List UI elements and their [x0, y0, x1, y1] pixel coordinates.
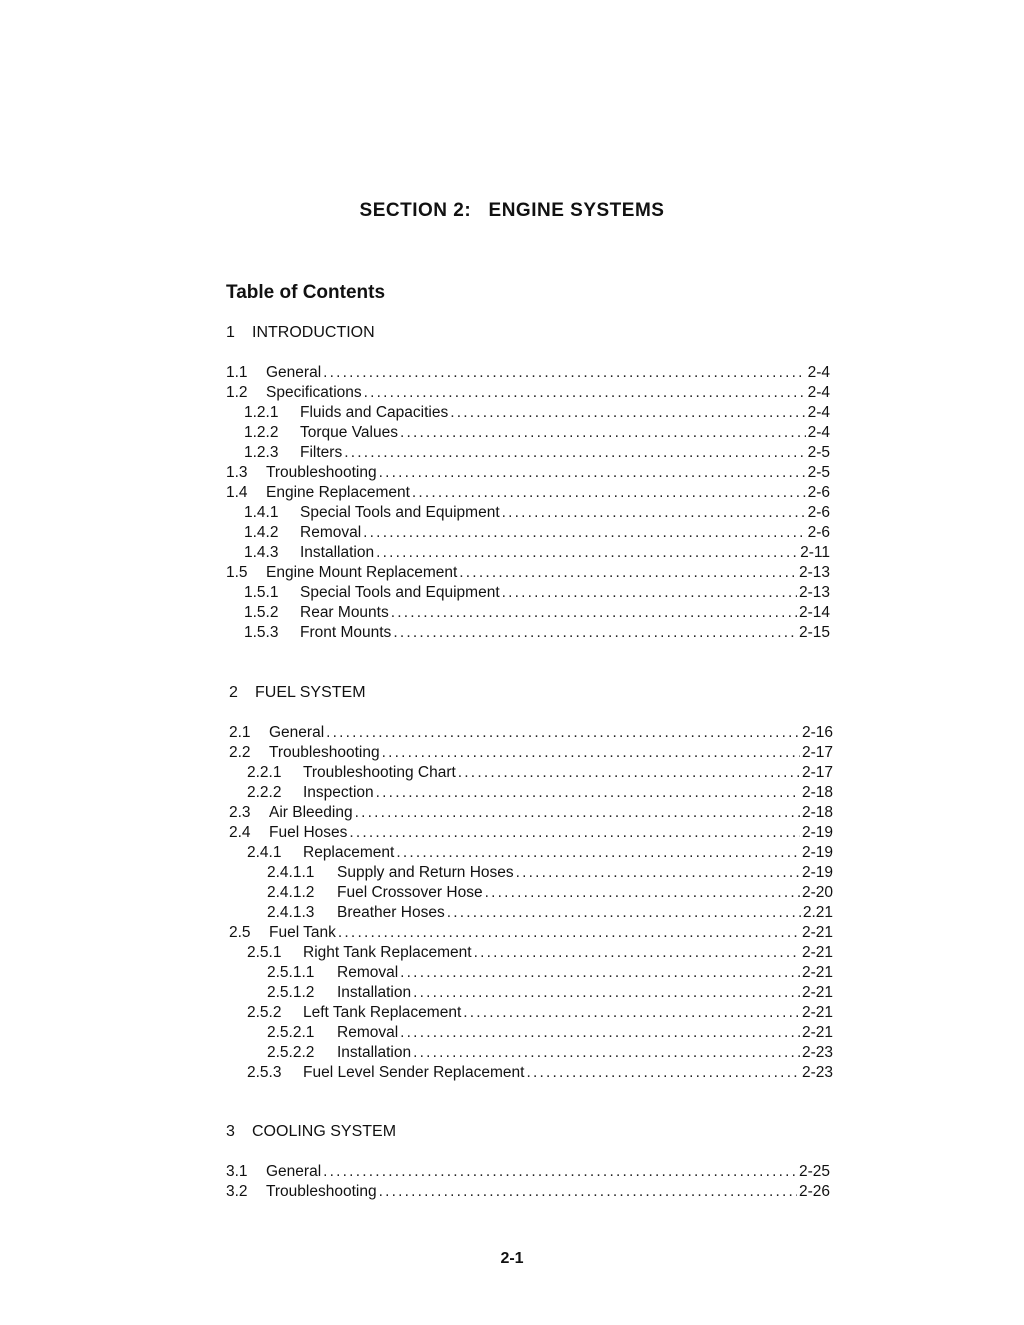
toc-entry — [226, 423, 830, 443]
toc-entry-page: 2-13 — [798, 564, 830, 581]
dot-leader — [502, 583, 797, 603]
toc-entry — [229, 823, 833, 843]
toc-entry — [229, 883, 833, 903]
toc-entry-number: 2.5.2.1 — [267, 1024, 315, 1041]
toc-entry-page: 2-21 — [801, 944, 833, 961]
toc-entry-page: 2-23 — [801, 1044, 833, 1061]
toc-entry — [226, 523, 830, 543]
toc-entry-page: 2-17 — [801, 764, 833, 781]
toc-entry-page: 2-19 — [801, 844, 833, 861]
toc-entry — [229, 1043, 833, 1063]
dot-leader — [382, 743, 800, 763]
toc-entry-number: 2.2.1 — [247, 764, 282, 781]
toc-entry-number: 1.5.1 — [244, 584, 279, 601]
dot-leader — [396, 843, 800, 863]
dot-leader — [526, 1063, 800, 1083]
toc-entry-label: Filters — [300, 444, 343, 461]
toc-entry-page: 2-21 — [801, 1024, 833, 1041]
toc-entry-label: Special Tools and Equipment — [300, 504, 500, 521]
toc-entry — [229, 1003, 833, 1023]
dot-leader — [376, 783, 800, 803]
dot-leader — [379, 463, 806, 483]
toc-entry — [229, 803, 833, 823]
toc-section-fuel-system — [229, 683, 833, 1083]
toc-entry-label: Fuel Hoses — [269, 824, 348, 841]
toc-entry — [229, 743, 833, 763]
dot-leader — [400, 963, 800, 983]
dot-leader — [516, 863, 800, 883]
toc-entry-number: 2.2 — [229, 744, 251, 761]
dot-leader — [363, 523, 805, 543]
toc-heading: Table of Contents — [226, 282, 386, 303]
dot-leader — [413, 1043, 800, 1063]
dot-leader — [323, 1162, 797, 1182]
toc-entry — [226, 443, 830, 463]
toc-entry — [226, 583, 830, 603]
toc-entry-label: Air Bleeding — [269, 804, 353, 821]
toc-entry — [229, 963, 833, 983]
toc-entry-label: Installation — [337, 1044, 412, 1061]
dot-leader — [412, 483, 806, 503]
toc-entry-page: 2-16 — [801, 724, 833, 741]
toc-entry-page: 2-18 — [801, 804, 833, 821]
toc-entry-page: 2-11 — [800, 544, 830, 561]
dot-leader — [349, 823, 800, 843]
dot-leader — [355, 803, 800, 823]
toc-entry — [226, 503, 830, 523]
toc-entry-number: 1.5 — [226, 564, 248, 581]
toc-entry-page: 2-5 — [807, 464, 830, 481]
toc-entry-page: 2-4 — [807, 404, 830, 421]
page-number: 2-1 — [500, 1250, 524, 1267]
toc-entry — [229, 1023, 833, 1043]
section-heading — [226, 323, 830, 343]
toc-entry-label: Engine Replacement — [266, 484, 410, 501]
toc-entry-label: Troubleshooting — [266, 464, 377, 481]
dot-leader — [400, 423, 806, 443]
toc-entry-number: 2.4.1.3 — [267, 904, 315, 921]
toc-entry — [229, 903, 833, 923]
toc-entry-label: Replacement — [303, 844, 395, 861]
toc-entry-number: 1.4.2 — [244, 524, 279, 541]
section-heading-label: FUEL SYSTEM — [255, 684, 366, 701]
toc-entry — [226, 363, 830, 383]
toc-entry-number: 2.4.1.2 — [267, 884, 315, 901]
toc-entry-page: 2-17 — [801, 744, 833, 761]
toc-entry-page: 2-19 — [801, 824, 833, 841]
dot-leader — [364, 383, 806, 403]
toc-entry-number: 1.3 — [226, 464, 248, 481]
toc-entry-number: 1.5.3 — [244, 624, 279, 641]
toc-entry-label: Right Tank Replacement — [303, 944, 472, 961]
toc-entry-page: 2.21 — [802, 904, 833, 921]
toc-entry-page: 2-21 — [801, 1004, 833, 1021]
toc-entry-label: Front Mounts — [300, 624, 392, 641]
toc-entry-number: 2.5 — [229, 924, 251, 941]
toc-entry — [226, 603, 830, 623]
dot-leader — [379, 1182, 797, 1202]
toc-entry-page: 2-21 — [801, 924, 833, 941]
toc-entry-label: Supply and Return Hoses — [337, 864, 514, 881]
dot-leader — [393, 623, 797, 643]
dot-leader — [459, 563, 797, 583]
toc-entry — [226, 463, 830, 483]
toc-entry-label: Breather Hoses — [337, 904, 445, 921]
toc-entry-page: 2-6 — [807, 524, 830, 541]
toc-entry-number: 2.4 — [229, 824, 251, 841]
section-heading-number: 1 — [226, 324, 235, 341]
toc-entry-number: 2.5.1 — [247, 944, 282, 961]
toc-entry-page: 2-21 — [801, 964, 833, 981]
toc-entry-number: 3.2 — [226, 1183, 248, 1200]
section-heading — [226, 1122, 830, 1142]
dot-leader — [413, 983, 800, 1003]
dot-leader — [502, 503, 806, 523]
toc-entry-page: 2-14 — [798, 604, 830, 621]
toc-entry-number: 2.5.3 — [247, 1064, 282, 1081]
dot-leader — [474, 943, 800, 963]
toc-entry-label: Troubleshooting — [266, 1183, 377, 1200]
toc-entry-label: Specifications — [266, 384, 362, 401]
toc-entry-page: 2-26 — [798, 1183, 830, 1200]
toc-entry-page: 2-6 — [807, 484, 830, 501]
toc-entry-number: 3.1 — [226, 1163, 248, 1180]
toc-section-introduction — [226, 323, 830, 643]
toc-entry — [229, 943, 833, 963]
toc-entry-label: Special Tools and Equipment — [300, 584, 500, 601]
toc-entry-number: 1.4.3 — [244, 544, 279, 561]
section-number: SECTION 2: — [359, 200, 472, 221]
toc-entry-number: 2.2.2 — [247, 784, 282, 801]
dot-leader — [485, 883, 800, 903]
toc-entry — [226, 483, 830, 503]
section-heading-number: 3 — [226, 1123, 235, 1140]
toc-entry-label: Rear Mounts — [300, 604, 389, 621]
toc-entry-number: 1.4 — [226, 484, 248, 501]
toc-entry-number: 1.2 — [226, 384, 248, 401]
toc-entry-label: General — [266, 364, 322, 381]
section-heading — [229, 683, 833, 703]
toc-entry-page: 2-5 — [807, 444, 830, 461]
toc-entry — [226, 1162, 830, 1182]
toc-entry — [226, 383, 830, 403]
dot-leader — [376, 543, 798, 563]
dot-leader — [344, 443, 805, 463]
section-heading-label: COOLING SYSTEM — [252, 1123, 397, 1140]
toc-entry — [229, 1063, 833, 1083]
toc-entry-page: 2-4 — [807, 424, 830, 441]
toc-entry-page: 2-23 — [801, 1064, 833, 1081]
toc-entry-label: General — [266, 1163, 322, 1180]
toc-entry-page: 2-19 — [801, 864, 833, 881]
toc-entry-label: Left Tank Replacement — [303, 1004, 462, 1021]
section-heading-label: INTRODUCTION — [252, 324, 375, 341]
toc-entry-label: Fuel Tank — [269, 924, 336, 941]
toc-entry-number: 1.4.1 — [244, 504, 279, 521]
toc-entry — [229, 983, 833, 1003]
toc-entry-number: 2.3 — [229, 804, 251, 821]
toc-entry — [229, 923, 833, 943]
toc-entry-page: 2-20 — [801, 884, 833, 901]
toc-entry-number: 2.4.1.1 — [267, 864, 315, 881]
toc-entry — [229, 723, 833, 743]
toc-entry-label: Troubleshooting Chart — [303, 764, 456, 781]
dot-leader — [326, 723, 800, 743]
toc-entry — [226, 543, 830, 563]
toc-entry-number: 2.5.1.2 — [267, 984, 315, 1001]
toc-entry-page: 2-13 — [798, 584, 830, 601]
dot-leader — [450, 403, 805, 423]
dot-leader — [463, 1003, 800, 1023]
dot-leader — [323, 363, 805, 383]
toc-entry-page: 2-25 — [798, 1163, 830, 1180]
toc-entry — [229, 783, 833, 803]
toc-entry-number: 1.2.2 — [244, 424, 279, 441]
toc-entry-number: 1.1 — [226, 364, 248, 381]
toc-entry — [229, 763, 833, 783]
toc-entry — [226, 1182, 830, 1202]
dot-leader — [458, 763, 800, 783]
toc-entry-number: 2.5.2.2 — [267, 1044, 315, 1061]
toc-entry-page: 2-6 — [807, 504, 830, 521]
toc-entry-label: Torque Values — [300, 424, 398, 441]
toc-entry-number: 1.5.2 — [244, 604, 279, 621]
toc-entry-label: Troubleshooting — [269, 744, 380, 761]
toc-entry-page: 2-15 — [798, 624, 830, 641]
section-name: ENGINE SYSTEMS — [488, 200, 665, 221]
toc-entry-label: Inspection — [303, 784, 374, 801]
toc-entry-number: 1.2.1 — [244, 404, 279, 421]
toc-entry-number: 2.5.1.1 — [267, 964, 315, 981]
toc-entry-label: Fluids and Capacities — [300, 404, 449, 421]
dot-leader — [391, 603, 797, 623]
toc-entry — [229, 843, 833, 863]
toc-entry-number: 2.1 — [229, 724, 251, 741]
toc-entry-page: 2-4 — [807, 384, 830, 401]
toc-entry — [226, 403, 830, 423]
toc-entry-label: Engine Mount Replacement — [266, 564, 458, 581]
toc-entry-label: Installation — [300, 544, 375, 561]
section-heading-number: 2 — [229, 684, 238, 701]
toc-entry-page: 2-21 — [801, 984, 833, 1001]
toc-entry-page: 2-4 — [807, 364, 830, 381]
toc-entry-label: Fuel Level Sender Replacement — [303, 1064, 525, 1081]
toc-entry-number: 1.2.3 — [244, 444, 279, 461]
toc-section-cooling-system — [226, 1122, 830, 1202]
toc-entry-label: Fuel Crossover Hose — [337, 884, 483, 901]
toc-entry-label: Removal — [337, 1024, 399, 1041]
toc-entry-label: Removal — [300, 524, 362, 541]
toc-entry — [229, 863, 833, 883]
dot-leader — [447, 903, 801, 923]
toc-entry-number: 2.5.2 — [247, 1004, 282, 1021]
toc-entry — [226, 623, 830, 643]
toc-entry-label: Removal — [337, 964, 399, 981]
toc-entry-number: 2.4.1 — [247, 844, 282, 861]
dot-leader — [400, 1023, 800, 1043]
section-title — [0, 200, 1024, 222]
dot-leader — [338, 923, 800, 943]
toc-entry-label: General — [269, 724, 325, 741]
toc-entry-page: 2-18 — [801, 784, 833, 801]
toc-entry — [226, 563, 830, 583]
toc-entry-label: Installation — [337, 984, 412, 1001]
